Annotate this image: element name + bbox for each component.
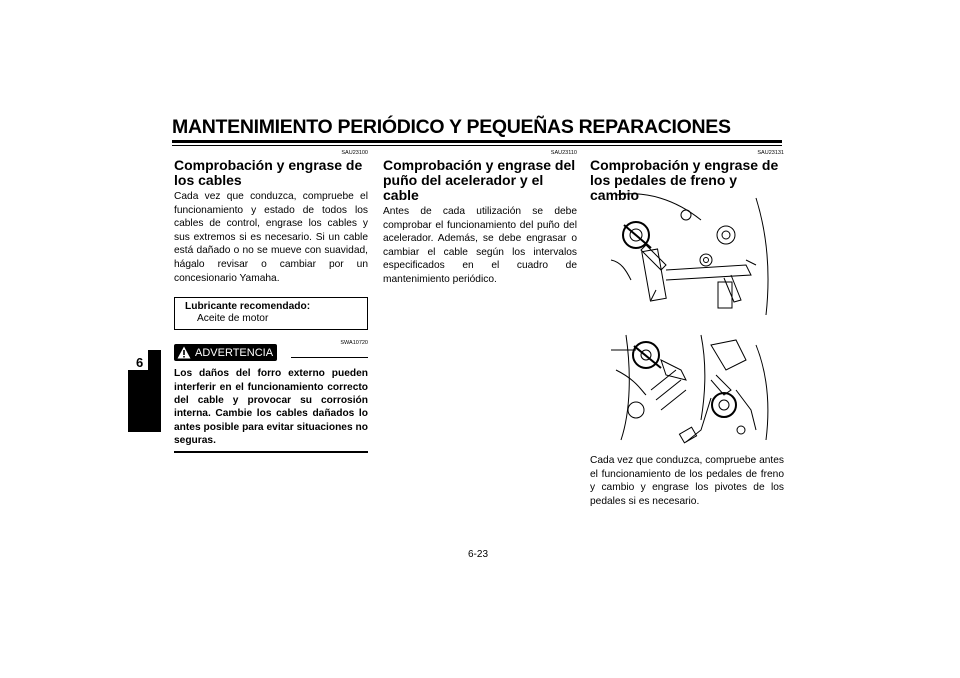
- warning-text: Los daños del forro externo pueden interferir en el funcionamiento correcto del cable y provocar su corrosión interna. Cambie los cables dañados lo antes posible para evitar situaciones no seguras.: [174, 368, 368, 447]
- section-heading: Comprobación y engrase de los cables: [174, 157, 363, 188]
- pedals-body-container: [590, 452, 784, 508]
- shift-pedal-illustration: [606, 330, 776, 445]
- section-code: SAU23110: [550, 150, 577, 156]
- brake-pedal-illustration: [606, 190, 776, 320]
- warning-rule: [291, 357, 368, 358]
- section-body: Antes de cada utilización se debe comprobar el funcionamiento del puño del acelerador. Además, se debe engrasar o cambiar el cable según los intervalos especificados en el cuadro de mantenimiento periódico.: [383, 206, 577, 285]
- chapter-number: 6: [136, 355, 144, 370]
- warning-badge: [174, 344, 277, 361]
- section-cables: [174, 150, 368, 453]
- warning-label: ADVERTENCIA: [195, 346, 274, 359]
- section-body: Cada vez que conduzca, compruebe antes el funcionamiento de los pedales de freno y cambio y engrase los pivotes de los pedales si es necesario.: [590, 455, 784, 507]
- section-throttle: [383, 150, 577, 287]
- section-body: Cada vez que conduzca, compruebe el funcionamiento y estado de todos los cables de control, engrase los cables y sus extremos si es necesario. Si un cable está dañado o no se mueve con suavidad, hágalo revisar o cambiar por un concesionario Yamaha.: [174, 191, 368, 284]
- warning-bottom-rule: [174, 451, 368, 453]
- section-heading: Comprobación y engrase del puño del acelerador y el cable: [383, 157, 576, 203]
- lubricant-label: Lubricante recomendado:: [185, 301, 311, 313]
- lubricant-value: Aceite de motor: [197, 313, 269, 325]
- warning-code: SWA10720: [340, 340, 368, 347]
- page-number: 6-23: [468, 549, 489, 560]
- title-rule-thin: [172, 145, 782, 146]
- page-title: MANTENIMIENTO PERIÓDICO Y PEQUEÑAS REPARACIONES: [172, 116, 731, 138]
- section-heading: Comprobación y engrase de los pedales de freno y cambio: [590, 157, 779, 203]
- title-rule: [172, 140, 782, 143]
- lubricant-box: [174, 297, 368, 330]
- section-code: SAU23131: [757, 150, 784, 156]
- section-code: SAU23100: [341, 150, 368, 156]
- warning-icon: [177, 346, 191, 359]
